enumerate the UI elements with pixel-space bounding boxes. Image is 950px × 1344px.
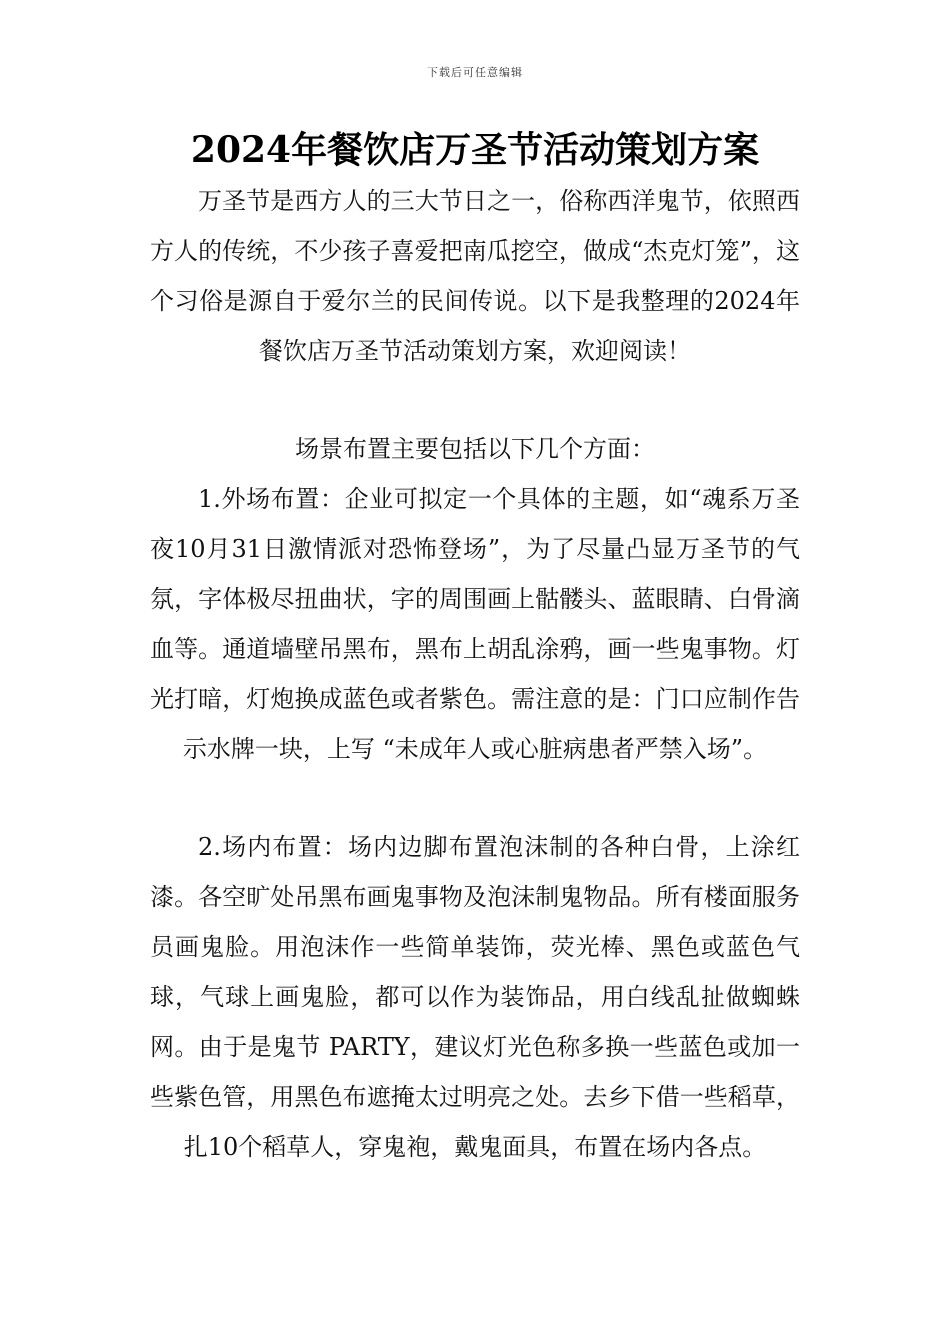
item-indoor-setup: 2.场内布置：场内边脚布置泡沫制的各种白骨，上涂红漆。各空旷处吊黑布画鬼事物及泡沫制鬼物品。所有楼面服务员画鬼脸。用泡沫作一些简单装饰，荧光棒、黑色或蓝色气球，气球上画鬼脸，都可以作为装饰品，用白线乱扯做蜘蛛网。由于是鬼节 PARTY，建议灯光色称多换一些蓝色或加一些紫色管，用黑色布遮掩太过明亮之处。去乡下借一些稻草，扎10个稻草人，穿鬼袍，戴鬼面具，布置在场内各点。 [150,833,800,1161]
section-heading: 场景布置主要包括以下几个方面： [295,435,655,463]
intro-paragraph: 万圣节是西方人的三大节日之一，俗称西洋鬼节，依照西方人的传统，不少孩子喜爱把南瓜挖空，做成“杰克灯笼”，这个习俗是源自于爱尔兰的民间传说。以下是我整理的2024年餐饮店万圣节活动策划方案，欢迎阅读！ [150,187,800,365]
header-note: 下载后可任意编辑 [427,66,523,79]
document-title: 2024年餐饮店万圣节活动策划方案 [190,129,760,171]
item-outdoor-setup: 1.外场布置：企业可拟定一个具体的主题，如“魂系万圣夜10月31日激情派对恐怖登场”，为了尽量凸显万圣节的气氛，字体极尽扭曲状，字的周围画上骷髅头、蓝眼睛、白骨滴血等。通道墙壁吊黑布，黑布上胡乱涂鸦，画一些鬼事物。灯光打暗，灯炮换成蓝色或者紫色。需注意的是：门口应制作告示水牌一块，上写 “未成年人或心脏病患者严禁入场”。 [150,485,800,763]
